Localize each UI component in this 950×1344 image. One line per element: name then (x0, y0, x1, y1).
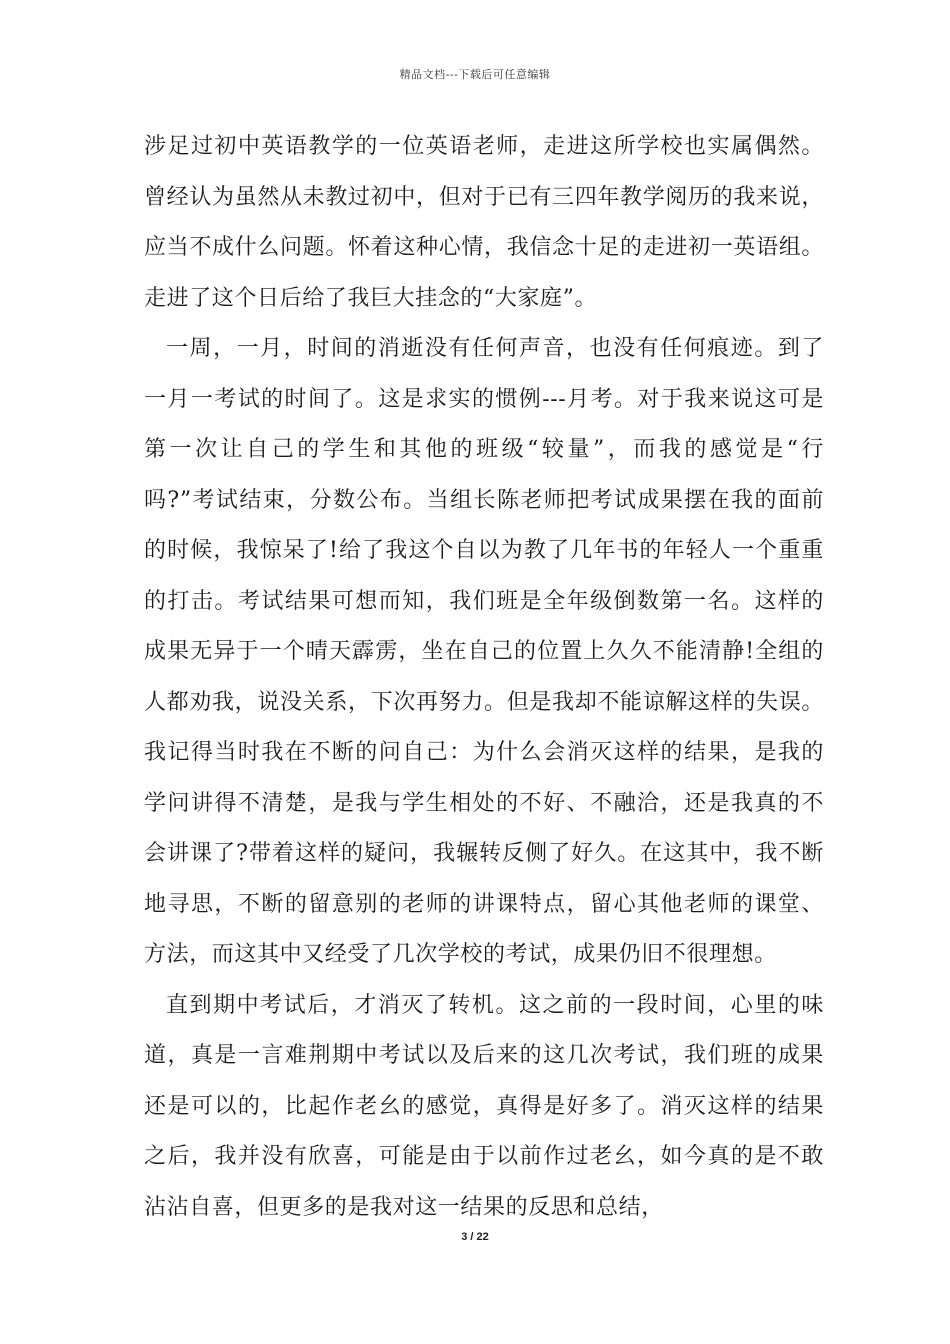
page-header: 精品文档---下载后可任意编辑 (399, 68, 551, 81)
text-line: 的打击。考试结果可想而知，我们班是全年级倒数第一名。这样的 (144, 588, 824, 614)
text-line: 的时候，我惊呆了!给了我这个自以为教了几年书的年轻人一个重重 (144, 538, 824, 563)
text-line: 道，真是一言难荆期中考试以及后来的这几次考试，我们班的成果 (144, 1043, 824, 1068)
document-body (144, 128, 824, 1239)
text-line: 走进了这个日后给了我巨大挂念的“大家庭”。 (144, 285, 598, 311)
text-line: 方法，而这其中又经受了几次学校的考试，成果仍旧不很理想。 (144, 942, 777, 967)
text-line: 一周，一月，时间的消逝没有任何声音，也没有任何痕迹。到了 (166, 336, 824, 361)
text-line: 之后，我并没有欣喜，可能是由于以前作过老幺，如今真的是不敢 (144, 1144, 824, 1169)
text-line: 第一次让自己的学生和其他的班级“较量”，而我的感觉是“行 (144, 437, 824, 462)
text-line: 人都劝我，说没关系，下次再努力。但是我却不能谅解这样的失误。 (144, 689, 824, 715)
text-line: 地寻思，不断的留意别的老师的讲课特点，留心其他老师的课堂、 (144, 891, 824, 917)
text-line: 沾沾自喜，但更多的是我对这一结果的反思和总结， (144, 1194, 664, 1220)
text-line: 吗?”考试结束，分数公布。当组长陈老师把考试成果摆在我的面前 (144, 487, 824, 513)
text-line: 涉足过初中英语教学的一位英语老师，走进这所学校也实属偶然。 (144, 134, 824, 159)
text-line: 我记得当时我在不断的问自己：为什么会消灭这样的结果，是我的 (144, 740, 824, 765)
text-line: 还是可以的，比起作老幺的感觉，真得是好多了。消灭这样的结果 (144, 1093, 824, 1119)
text-line: 应当不成什么问题。怀着这种心情，我信念十足的走进初一英语组。 (144, 235, 824, 260)
text-line: 学问讲得不清楚，是我与学生相处的不好、不融洽，还是我真的不 (144, 790, 824, 816)
text-line: 直到期中考试后，才消灭了转机。这之前的一段时间，心里的味 (166, 992, 824, 1018)
text-line: 一月一考试的时间了。这是求实的惯例---月考。对于我来说这可是 (144, 386, 824, 412)
text-line: 会讲课了?带着这样的疑问，我辗转反侧了好久。在这其中，我不断 (144, 841, 824, 866)
text-line: 成果无异于一个晴天霹雳，坐在自己的位置上久久不能清静!全组的 (144, 639, 824, 664)
page-number: 3 / 22 (461, 1231, 489, 1243)
text-line: 曾经认为虽然从未教过初中，但对于已有三四年教学阅历的我来说， (144, 184, 824, 210)
